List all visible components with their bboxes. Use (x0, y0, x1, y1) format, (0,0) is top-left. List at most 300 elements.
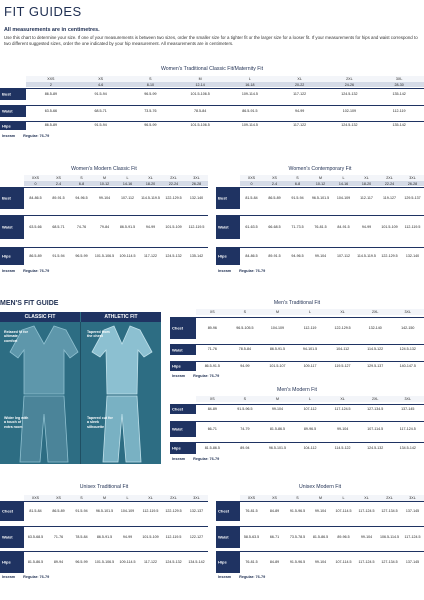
measurement-value: 104-112 (303, 445, 317, 450)
measurement-label: Waist (218, 534, 229, 540)
size-label: M (275, 310, 279, 314)
measurement-row-waist (170, 421, 424, 437)
measurement-value: 132-140 (405, 253, 420, 258)
measurement-value: 84-89 (269, 559, 280, 564)
size-label: 2XL (371, 397, 379, 401)
athletic-fit-tab: ATHLETIC FIT (81, 312, 161, 322)
size-label: S (243, 310, 247, 314)
measurement-label: Waist (2, 108, 13, 114)
size-chart-mens-traditional (170, 300, 424, 380)
measurement-value: 112-119.5 (165, 534, 182, 539)
measurement-value: 117-124.5 (358, 508, 375, 513)
measurement-label: Hips (2, 253, 11, 259)
measurement-value: 99-104 (98, 195, 111, 200)
measurement-value: 61-63.5 (245, 224, 258, 229)
measurement-value: 124.5-132 (399, 347, 416, 352)
measurement-value: 99-104 (360, 534, 373, 539)
size-label: XS (272, 176, 277, 180)
inseam-note (218, 575, 265, 579)
measurement-label: Hips (172, 445, 181, 451)
measurement-value: 66-71 (269, 534, 280, 539)
size-label: XL (364, 176, 369, 180)
measurement-label: Hips (218, 559, 227, 565)
size-label: L (309, 310, 312, 314)
size-label: L (126, 496, 129, 500)
inseam-note (2, 575, 49, 579)
measurement-value: 124.5-132 (165, 253, 182, 258)
measurement-value: 114.5-122 (367, 347, 384, 352)
measurement-value: 107-112 (337, 253, 350, 258)
measurement-value: 96.5-99 (144, 91, 157, 96)
measurement-row-chest (216, 501, 424, 521)
measurement-value: 86.5-89 (268, 195, 281, 200)
measurement-value: 63.5-68.5 (27, 534, 44, 539)
measurement-value: 94-96.5 (291, 253, 304, 258)
chart-title: Women's Modern Classic Fit (71, 166, 137, 172)
numeric-size: 26-28 (407, 181, 418, 186)
measurement-label: Chest (218, 508, 230, 514)
numeric-size: 28-30 (394, 82, 404, 87)
measurement-value: 109-114.5 (241, 123, 258, 128)
size-label: XXS (31, 176, 40, 180)
measurement-value: 104-109 (270, 325, 285, 330)
chart-title: Men's Traditional Fit (273, 300, 321, 306)
measurement-value: 114.5-122 (334, 445, 351, 450)
inseam-label: Inseam (218, 575, 232, 579)
measurement-value: 101.5-106.5 (94, 559, 115, 564)
measurement-value: 107-112 (303, 406, 317, 411)
inseam-note (2, 134, 49, 138)
measurement-value: 127-134.5 (381, 508, 398, 513)
measurement-label: Waist (2, 534, 13, 540)
numeric-size: 0 (250, 181, 253, 186)
measurement-value: 106.5-114.5 (380, 534, 399, 539)
measurement-value: 94-99 (240, 363, 250, 368)
measurement-value: 112-119 (392, 108, 406, 113)
inseam-label: Inseam (2, 134, 16, 138)
numeric-size-row (240, 181, 424, 186)
chart-title: Men's Modern Fit (277, 387, 317, 393)
inseam-note (172, 457, 219, 461)
size-label: XS (56, 176, 61, 180)
classic-fit-bottom-note: Wider leg with a touch of extra room (4, 416, 29, 429)
measurement-value: 142-150 (401, 325, 415, 330)
measurement-value: 114.5-119.5 (141, 195, 160, 200)
measurement-label: Waist (172, 347, 183, 352)
size-chart-womens-traditional (0, 66, 424, 140)
measurement-row-waist (0, 526, 208, 548)
measurement-value: 117-124.5 (404, 534, 421, 539)
measurement-value: 86.5-89 (44, 91, 57, 96)
size-label: L (248, 77, 251, 81)
numeric-size: 14-16 (122, 181, 133, 186)
measurement-value: 109-114.5 (119, 559, 136, 564)
measurement-value: 104-109 (336, 195, 351, 200)
measurement-value: 58.5-63.5 (243, 534, 260, 539)
measurement-value: 117-122 (293, 123, 307, 128)
measurement-value: 102-109 (342, 108, 356, 113)
measurement-value: 86.5-89 (52, 508, 65, 513)
size-label: L (342, 176, 345, 180)
measurement-label: Waist (2, 224, 13, 230)
measurement-value: 94-96.5 (75, 195, 88, 200)
size-label: XXS (31, 496, 40, 500)
inseam-note (172, 374, 219, 378)
size-label: 3XL (409, 496, 416, 500)
measurement-value: 112-119 (303, 325, 317, 330)
numeric-size: 8-10 (146, 82, 154, 87)
measurement-value: 114.5-119.5 (357, 253, 376, 258)
page-subtitle: All measurements are in centimetres. (4, 27, 100, 33)
measurement-value: 81.5-86.5 (312, 534, 329, 539)
athletic-fit-bottom-note: Tapered cut for a sleek silhouette (87, 416, 113, 429)
numeric-size: 10-12 (315, 181, 326, 186)
measurement-value: 112-119.5 (188, 224, 205, 229)
measurement-value: 137-145 (405, 508, 420, 513)
measurement-value: 99-104 (337, 426, 349, 431)
numeric-size: 6-8 (294, 181, 301, 186)
size-label: S (80, 496, 83, 500)
measurement-value: 96.5-101.5 (268, 445, 287, 450)
measurement-value: 78.5-84 (75, 534, 88, 539)
mens-fit-illustration (0, 312, 161, 464)
measurement-value: 137-145 (405, 559, 420, 564)
size-label: XL (148, 496, 153, 500)
size-label: 2XL (386, 176, 393, 180)
measurement-value: 81.5-84 (29, 508, 42, 513)
measurement-value: 86.5-91.5 (119, 224, 136, 229)
measurement-value: 122-129.5 (165, 195, 182, 200)
measurement-value: 84-86.5 (29, 195, 42, 200)
numeric-size: 22-24 (384, 181, 395, 186)
measurement-value: 99-104 (314, 559, 327, 564)
measurement-value: 86.5-89 (29, 253, 42, 258)
size-label: 2XL (346, 77, 353, 81)
inseam-note (218, 269, 265, 273)
measurement-value: 94-101.5 (302, 347, 318, 352)
size-chart-unisex-modern (216, 484, 424, 581)
measurement-value: 94-99 (122, 534, 133, 539)
measurement-row-hips (0, 551, 208, 573)
measurement-value: 91.5-94 (291, 195, 304, 200)
measurement-value: 132-140 (189, 195, 204, 200)
measurement-label: Hips (218, 253, 227, 259)
measurement-value: 91.5-94 (94, 123, 107, 128)
measurement-value: 84-89 (269, 508, 280, 513)
measurement-value: 81.5-86.5 (204, 445, 220, 450)
size-label: L (342, 496, 345, 500)
measurement-value: 140-147.5 (399, 363, 416, 368)
measurement-label: Bust (2, 195, 11, 201)
measurement-value: 124.5-132 (165, 559, 182, 564)
measurement-value: 84-91.5 (337, 224, 350, 229)
measurement-value: 122-127 (189, 534, 204, 539)
size-label: XS (209, 310, 215, 314)
numeric-size: 18-20 (145, 181, 156, 186)
size-chart-womens-contemporary (216, 166, 424, 275)
measurement-value: 99-104 (271, 406, 284, 411)
measurement-value: 101.5-109 (165, 224, 182, 229)
measurement-value: 89-94 (240, 445, 250, 450)
size-label: XXS (247, 496, 256, 500)
measurement-value: 112-119.5 (142, 508, 159, 513)
measurement-value: 119-127 (383, 195, 396, 200)
scrub-silhouette-illustration (0, 322, 161, 464)
size-label: 3XL (409, 176, 416, 180)
measurement-value: 135-142 (392, 91, 406, 96)
size-chart-womens-modern (0, 166, 208, 275)
inseam-value: Regular: 76-79 (23, 575, 50, 579)
measurement-value: 66-71 (207, 426, 217, 431)
measurement-value: 73.5-76 (144, 108, 157, 113)
size-label: S (243, 397, 247, 401)
measurement-value: 117-122 (144, 253, 157, 258)
numeric-size: 20-22 (295, 82, 305, 87)
size-label: XL (364, 496, 369, 500)
measurement-value: 89-94 (53, 559, 64, 564)
measurement-value: 127-134.5 (381, 559, 398, 564)
measurement-value: 68.5-71 (94, 108, 107, 113)
measurement-value: 99-104 (314, 253, 327, 258)
measurement-value: 132-140 (368, 325, 382, 330)
size-label: 3XL (404, 310, 411, 314)
measurement-value: 107-114.5 (335, 559, 352, 564)
measurement-value: 89-96 (207, 325, 217, 330)
measurement-row-bust (0, 187, 208, 209)
measurement-value: 101.5-107 (269, 363, 286, 368)
size-label: 2XL (371, 310, 379, 314)
size-label: 2XL (170, 496, 177, 500)
measurement-label: Hips (2, 559, 11, 565)
chart-title: Women's Traditional Classic Fit/Maternity Fit (160, 66, 264, 72)
size-label: L (309, 397, 312, 401)
measurement-row-hips (0, 247, 208, 265)
size-label: 3XL (404, 397, 411, 401)
measurement-row-waist (0, 215, 208, 239)
measurement-value: 74-76 (76, 224, 87, 229)
size-label: M (275, 397, 279, 401)
measurement-value: 79-84 (99, 224, 110, 229)
measurement-value: 101.5-106.5 (190, 123, 210, 128)
measurement-value: 107-114.5 (335, 508, 352, 513)
measurement-value: 104-112 (336, 347, 350, 352)
measurement-value: 129.5-137 (367, 363, 384, 368)
measurement-value: 89-91.5 (268, 253, 281, 258)
measurement-value: 135-142 (392, 123, 406, 128)
measurement-value: 109-114.5 (241, 91, 258, 96)
measurement-value: 91.5-94 (52, 253, 65, 258)
numeric-size: 16-18 (245, 82, 255, 87)
inseam-value: Regular: 76-79 (23, 134, 50, 138)
measurement-value: 104-109 (120, 508, 135, 513)
size-header-row (196, 309, 424, 315)
numeric-size: 26-28 (191, 181, 202, 186)
measurement-label: Chest (172, 406, 184, 412)
numeric-size-row (26, 82, 424, 87)
inseam-label: Inseam (2, 269, 16, 273)
measurement-value: 96.5-101.5 (95, 508, 114, 513)
size-chart-mens-modern (170, 387, 424, 463)
size-label: XS (272, 496, 277, 500)
measurement-row-hips (170, 442, 424, 454)
size-label: 3XL (193, 496, 200, 500)
measurement-value: 122-129.5 (381, 253, 398, 258)
size-header-row (196, 396, 424, 402)
numeric-size: 0 (34, 181, 37, 186)
measurement-value: 76-81.5 (314, 224, 327, 229)
measurement-value: 91.5-94 (75, 508, 88, 513)
measurement-value: 137-145 (401, 406, 415, 411)
numeric-size: 6-8 (78, 181, 85, 186)
measurement-value: 86.5-91.5 (204, 363, 220, 368)
size-label: S (80, 176, 83, 180)
measurement-value: 91.5-94 (94, 91, 107, 96)
measurement-value: 124.5-132 (341, 91, 358, 96)
measurement-value: 127-134.5 (367, 406, 384, 411)
measurement-value: 78.5-84 (238, 347, 251, 352)
measurement-value: 119.5-127 (334, 363, 351, 368)
measurement-value: 101.5-109 (142, 534, 159, 539)
size-label: XS (56, 496, 61, 500)
measurement-value: 89-96.5 (303, 426, 317, 431)
size-chart-unisex-traditional (0, 484, 208, 581)
numeric-size: 14-16 (338, 181, 349, 186)
size-label: M (319, 496, 322, 500)
measurement-value: 129.5-137 (404, 195, 421, 200)
measurement-row-waist (0, 105, 424, 117)
measurement-label: Bust (2, 91, 11, 97)
measurement-row-hips (216, 551, 424, 573)
numeric-size-row (24, 181, 208, 186)
measurement-value: 86.5-91.5 (242, 108, 258, 113)
measurement-value: 94-99 (145, 224, 156, 229)
measurement-value: 124.5-132 (367, 445, 384, 450)
size-label: M (198, 77, 202, 81)
size-label: XXS (247, 176, 256, 180)
size-label: 3XL (193, 176, 200, 180)
measurement-value: 71-73.5 (291, 224, 304, 229)
measurement-value: 112-119.5 (404, 224, 421, 229)
size-label: M (103, 176, 106, 180)
measurement-value: 117-124.5 (334, 406, 351, 411)
measurement-value: 134.5-142 (188, 559, 205, 564)
measurement-row-hips (0, 121, 424, 130)
size-label: XXS (47, 77, 55, 81)
inseam-value: Regular: 76-79 (193, 457, 220, 461)
measurement-value: 122-129.5 (334, 325, 351, 330)
measurement-value: 91.5-96.5 (237, 406, 253, 411)
size-label: XS (209, 397, 215, 401)
measurement-value: 96.5-99 (144, 123, 157, 128)
measurement-value: 84-86.5 (245, 253, 258, 258)
measurement-row-waist (216, 526, 424, 548)
measurement-value: 63.5-66 (29, 224, 42, 229)
numeric-size: 24-26 (344, 82, 354, 87)
inseam-label: Inseam (172, 457, 186, 461)
measurement-value: 91.5-96.5 (289, 508, 306, 513)
classic-fit-tab: CLASSIC FIT (0, 312, 80, 322)
size-label: XS (98, 77, 104, 81)
inseam-label: Inseam (218, 269, 232, 273)
measurement-row-waist (216, 215, 424, 239)
measurement-value: 122-129.5 (165, 508, 182, 513)
measurement-value: 94-99 (295, 108, 305, 113)
measurement-value: 135-142 (189, 253, 204, 258)
size-label: 3XL (395, 77, 403, 81)
measurement-value: 73.5-78.5 (289, 534, 306, 539)
measurement-value: 99-104 (314, 508, 327, 513)
measurement-value: 101.5-106.5 (190, 91, 210, 96)
athletic-fit-top-note: Tapered from the chest (87, 330, 110, 339)
measurement-value: 86.5-91.5 (96, 534, 113, 539)
size-label: XL (340, 310, 345, 314)
measurement-row-chest (170, 317, 424, 339)
measurement-label: Waist (218, 224, 229, 230)
measurement-value: 71-76 (207, 347, 217, 352)
page-title: FIT GUIDES (4, 4, 82, 19)
numeric-size: 22-24 (168, 181, 179, 186)
measurement-value: 89-91.5 (52, 195, 65, 200)
measurement-value: 63.5-66 (44, 108, 57, 113)
size-label: XL (297, 77, 302, 81)
measurement-value: 132-137 (189, 508, 204, 513)
measurement-value: 81.5-86.5 (27, 559, 44, 564)
measurement-value: 84-89 (207, 406, 217, 411)
numeric-size: 2-4 (271, 181, 278, 186)
measurement-value: 76-81.5 (245, 508, 258, 513)
measurement-value: 101.5-109 (381, 224, 398, 229)
measurement-value: 117-124.5 (358, 559, 375, 564)
mens-fit-guide-heading: MEN'S FIT GUIDE (0, 300, 59, 307)
measurement-value: 81.5-84 (245, 195, 258, 200)
measurement-row-chest (0, 501, 208, 521)
inseam-note (2, 269, 49, 273)
numeric-size: 12-14 (195, 82, 205, 87)
measurement-value: 96.5-105.5 (236, 325, 254, 330)
measurement-label: Hips (172, 363, 181, 369)
measurement-value: 68.5-71 (52, 224, 65, 229)
size-label: 2XL (386, 496, 393, 500)
size-label: L (126, 176, 129, 180)
measurement-label: Chest (2, 508, 14, 514)
measurement-row-hips (216, 247, 424, 265)
measurement-value: 66-68.5 (268, 224, 281, 229)
measurement-value: 81.5-86.5 (269, 426, 286, 431)
measurement-row-waist (170, 344, 424, 355)
chart-title: Unisex Traditional Fit (79, 484, 129, 490)
inseam-label: Inseam (172, 374, 186, 378)
measurement-value: 71-76 (53, 534, 64, 539)
numeric-size: 2 (49, 82, 52, 87)
measurement-value: 109-114.5 (119, 253, 136, 258)
measurement-label: Chest (172, 325, 184, 331)
measurement-label: Hips (2, 123, 11, 128)
measurement-value: 117-122 (293, 91, 307, 96)
measurement-value: 117-122 (144, 559, 157, 564)
measurement-label: Waist (172, 426, 183, 432)
measurement-value: 91.5-96.5 (289, 559, 306, 564)
inseam-value: Regular: 76-79 (193, 374, 220, 378)
numeric-size: 4-6 (98, 82, 104, 87)
measurement-row-bust (216, 187, 424, 209)
size-label: XL (340, 397, 345, 401)
measurement-value: 96.5-99 (75, 253, 88, 258)
measurement-value: 124.5-132 (341, 123, 358, 128)
numeric-size: 10-12 (99, 181, 110, 186)
size-label: XL (148, 176, 153, 180)
measurement-value: 109-117 (303, 363, 317, 368)
measurement-value: 76-81.5 (245, 559, 258, 564)
